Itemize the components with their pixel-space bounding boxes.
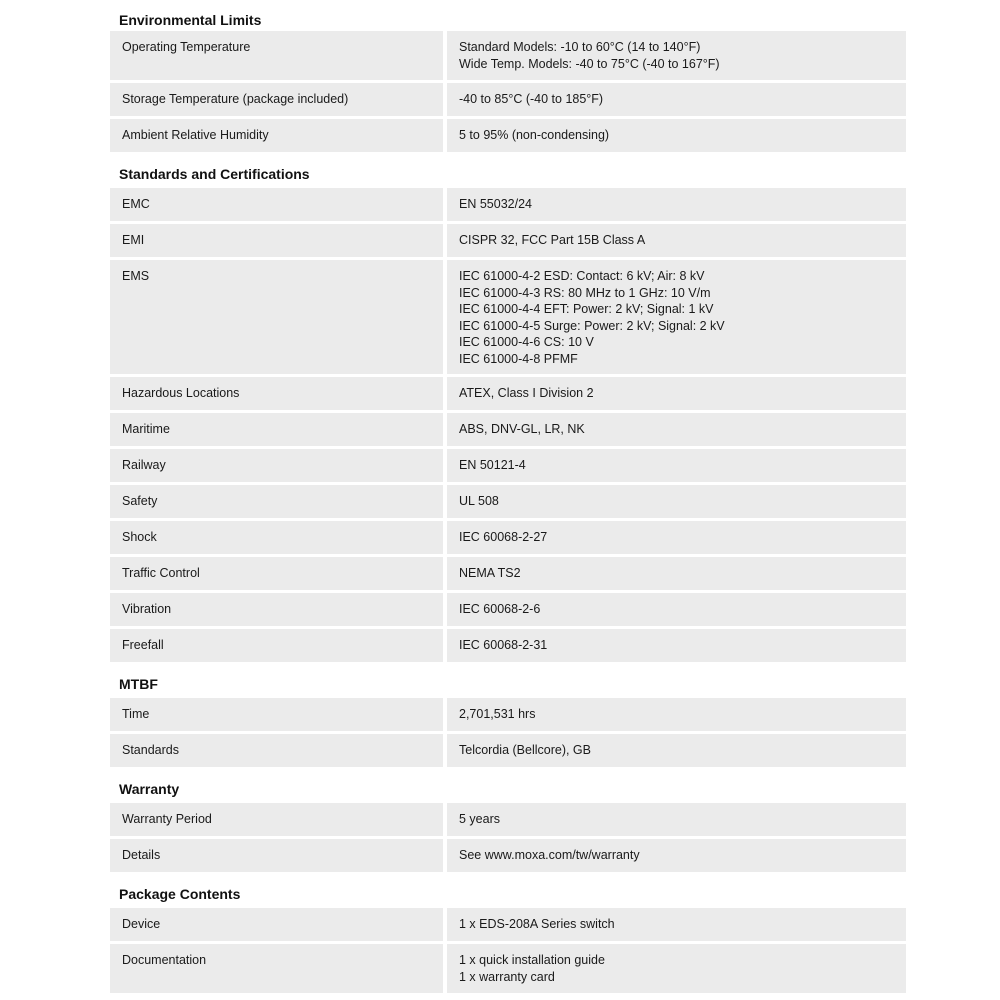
value-line: 2,701,531 hrs xyxy=(459,707,536,721)
value-line: NEMA TS2 xyxy=(459,566,521,580)
value-line: 5 to 95% (non-condensing) xyxy=(459,128,610,142)
row-label: Maritime xyxy=(110,413,443,446)
row-label: Traffic Control xyxy=(110,557,443,590)
row-value xyxy=(447,698,906,731)
row-value xyxy=(447,377,906,410)
value-line: ATEX, Class I Division 2 xyxy=(459,386,594,400)
table-row xyxy=(110,83,906,116)
row-label: EMC xyxy=(110,188,443,221)
table-row xyxy=(110,839,906,872)
value-line: Standard Models: -10 to 60°C (14 to 140°F) xyxy=(459,40,701,54)
row-label: Freefall xyxy=(110,629,443,662)
row-label: Railway xyxy=(110,449,443,482)
row-label: Vibration xyxy=(110,593,443,626)
section-title: MTBF xyxy=(119,676,158,692)
spec-sheet xyxy=(110,0,906,996)
row-label: Warranty Period xyxy=(110,803,443,836)
value-line: 5 years xyxy=(459,812,500,826)
section-title: Warranty xyxy=(119,781,180,797)
section-mtbf xyxy=(110,665,906,767)
row-value xyxy=(447,485,906,518)
value-line: 1 x quick installation guide xyxy=(459,953,605,967)
row-label: Shock xyxy=(110,521,443,554)
row-label: EMS xyxy=(110,260,443,374)
row-value xyxy=(447,413,906,446)
row-value xyxy=(447,593,906,626)
section-title: Environmental Limits xyxy=(119,12,262,28)
value-line: IEC 60068-2-27 xyxy=(459,530,548,544)
value-line: Telcordia (Bellcore), GB xyxy=(459,743,591,757)
row-value xyxy=(447,734,906,767)
value-line: IEC 61000-4-5 Surge: Power: 2 kV; Signal: 2 kV xyxy=(459,318,725,333)
table-row xyxy=(110,908,906,941)
section-title: Standards and Certifications xyxy=(119,166,310,182)
value-line: EN 50121-4 xyxy=(459,458,526,472)
table-row xyxy=(110,629,906,662)
row-value xyxy=(447,839,906,872)
row-value xyxy=(447,188,906,221)
row-label: Operating Temperature xyxy=(110,31,443,80)
section-package-contents xyxy=(110,875,906,993)
row-label: Ambient Relative Humidity xyxy=(110,119,443,152)
table-row xyxy=(110,944,906,993)
table-row xyxy=(110,698,906,731)
value-line: IEC 61000-4-4 EFT: Power: 2 kV; Signal: 1 kV xyxy=(459,302,714,316)
value-line: IEC 60068-2-6 xyxy=(459,602,541,616)
section-standards-and-certifications xyxy=(110,155,906,662)
table-row xyxy=(110,803,906,836)
row-value xyxy=(447,83,906,116)
table-row xyxy=(110,224,906,257)
table-row xyxy=(110,521,906,554)
value-line: IEC 61000-4-3 RS: 80 MHz to 1 GHz: 10 V/m xyxy=(459,285,711,300)
row-value xyxy=(447,260,906,374)
table-row xyxy=(110,377,906,410)
row-value xyxy=(447,908,906,941)
table-row xyxy=(110,485,906,518)
row-label: EMI xyxy=(110,224,443,257)
row-label: Hazardous Locations xyxy=(110,377,443,410)
row-label: Safety xyxy=(110,485,443,518)
row-value xyxy=(447,31,906,80)
table-row xyxy=(110,557,906,590)
section-warranty xyxy=(110,770,906,872)
row-value xyxy=(447,119,906,152)
row-label: Documentation xyxy=(110,944,443,993)
row-label: Storage Temperature (package included) xyxy=(110,83,443,116)
value-line: Wide Temp. Models: -40 to 75°C (-40 to 167°F) xyxy=(459,56,720,71)
table-row xyxy=(110,260,906,374)
value-line: IEC 61000-4-2 ESD: Contact: 6 kV; Air: 8 kV xyxy=(459,269,705,283)
row-value xyxy=(447,449,906,482)
row-value xyxy=(447,224,906,257)
value-line: IEC 60068-2-31 xyxy=(459,638,548,652)
row-value xyxy=(447,629,906,662)
row-label: Details xyxy=(110,839,443,872)
value-line: UL 508 xyxy=(459,494,499,508)
value-line: IEC 61000-4-6 CS: 10 V xyxy=(459,335,594,349)
table-row xyxy=(110,31,906,80)
table-row xyxy=(110,734,906,767)
row-value xyxy=(447,557,906,590)
value-line: -40 to 85°C (-40 to 185°F) xyxy=(459,92,604,106)
row-label: Standards xyxy=(110,734,443,767)
row-value xyxy=(447,944,906,993)
value-line: See www.moxa.com/tw/warranty xyxy=(459,848,640,862)
table-row xyxy=(110,449,906,482)
section-title: Package Contents xyxy=(119,886,241,902)
value-line: 1 x warranty card xyxy=(459,969,555,984)
table-row xyxy=(110,119,906,152)
section-environmental-limits xyxy=(110,0,906,152)
row-label: Time xyxy=(110,698,443,731)
value-line: 1 x EDS-208A Series switch xyxy=(459,917,615,931)
value-line: EN 55032/24 xyxy=(459,197,532,211)
row-label: Device xyxy=(110,908,443,941)
value-line: ABS, DNV-GL, LR, NK xyxy=(459,422,585,436)
row-value xyxy=(447,521,906,554)
row-value xyxy=(447,803,906,836)
table-row xyxy=(110,413,906,446)
value-line: IEC 61000-4-8 PFMF xyxy=(459,351,578,366)
table-row xyxy=(110,188,906,221)
table-row xyxy=(110,593,906,626)
value-line: CISPR 32, FCC Part 15B Class A xyxy=(459,233,646,247)
